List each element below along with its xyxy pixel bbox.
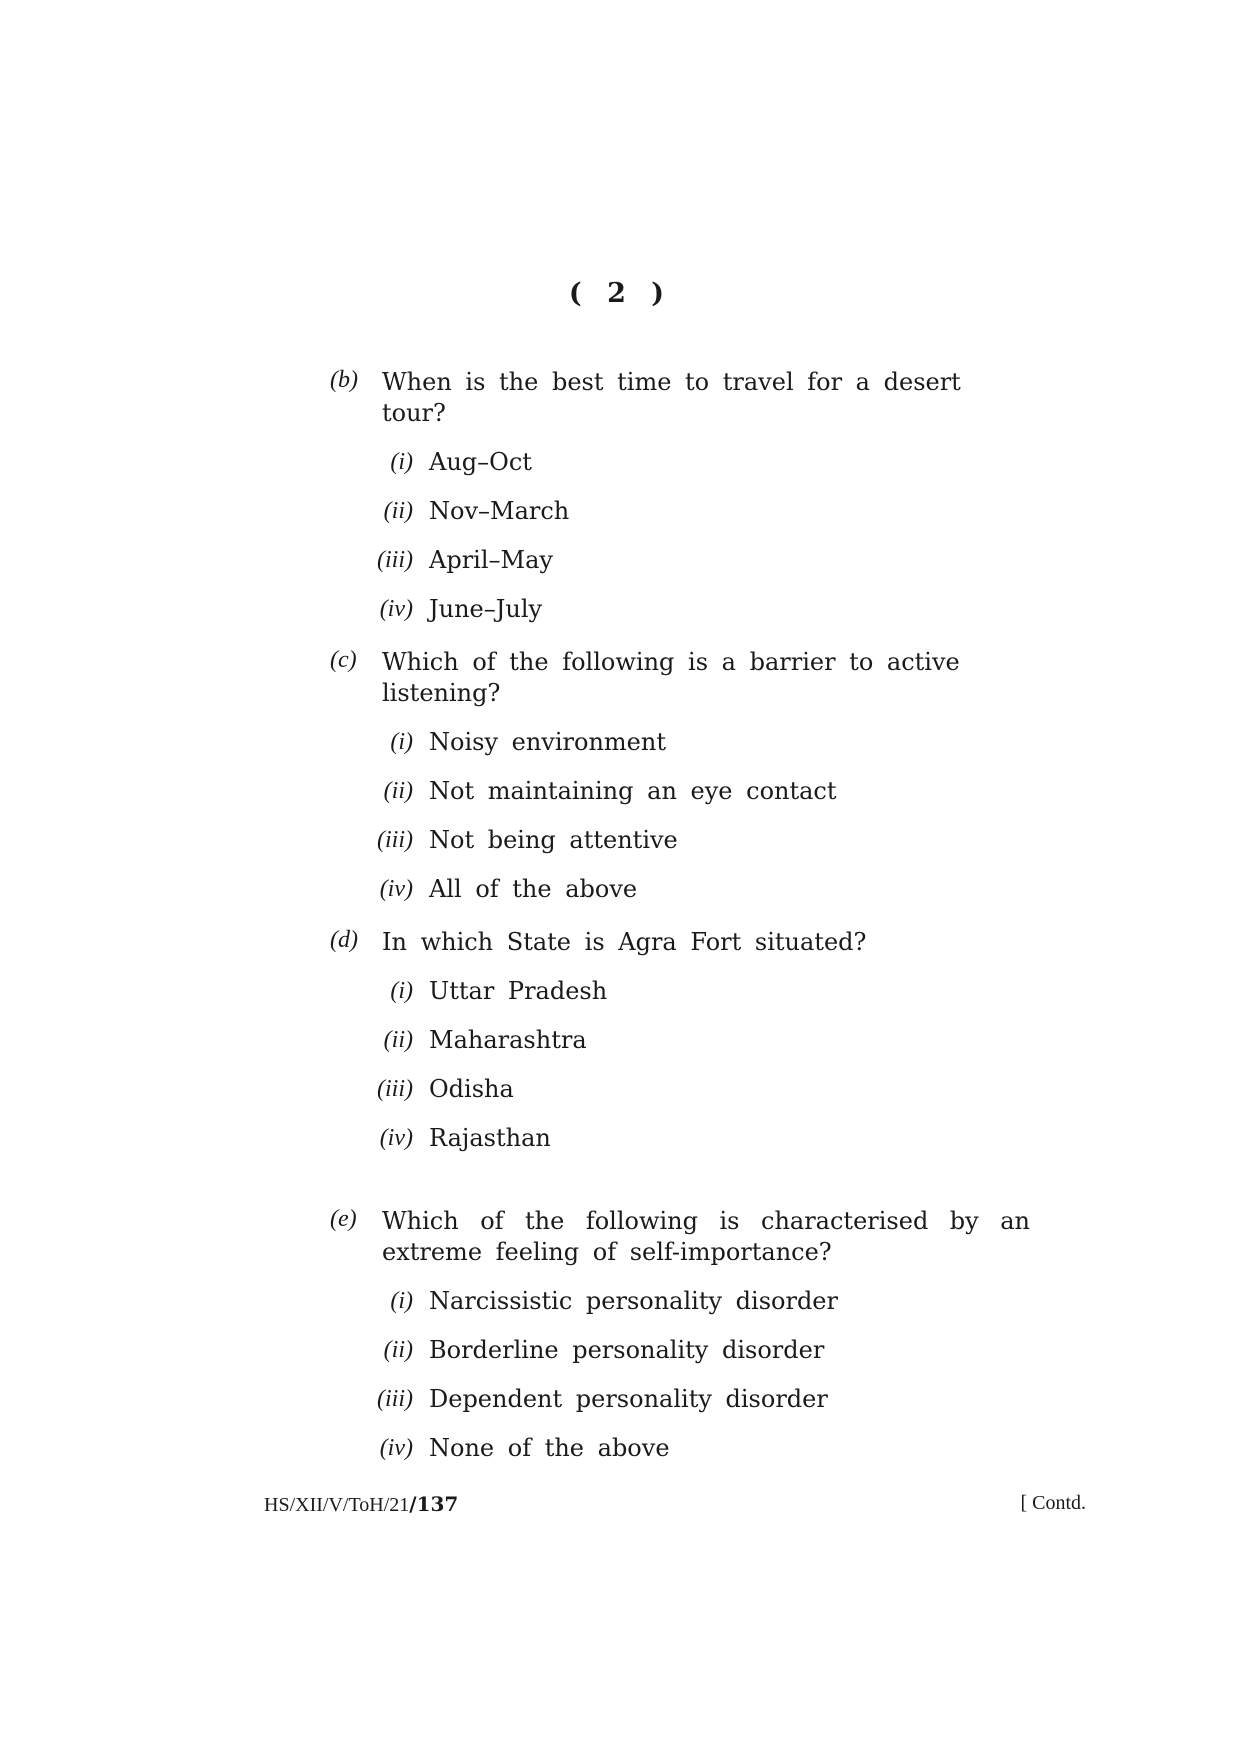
question-label: (e) xyxy=(330,1206,357,1232)
options-list xyxy=(330,727,1030,923)
option-text: Noisy environment xyxy=(429,728,666,756)
option-label: (iii) xyxy=(377,1386,413,1412)
option-item xyxy=(330,594,1030,643)
paper-code-suffix: /137 xyxy=(409,1492,459,1516)
option-item xyxy=(330,1335,1030,1384)
option-text: Not being attentive xyxy=(429,826,678,854)
option-text: Uttar Pradesh xyxy=(429,977,608,1005)
option-text: Rajasthan xyxy=(429,1124,551,1152)
question-c xyxy=(330,647,1030,923)
option-label: (iv) xyxy=(379,1435,413,1461)
question-label: (c) xyxy=(330,647,357,673)
option-label: (iii) xyxy=(377,1076,413,1102)
option-text: Narcissistic personality disorder xyxy=(429,1287,838,1315)
option-item xyxy=(330,1074,1030,1123)
option-text: Aug–Oct xyxy=(429,448,532,476)
option-item xyxy=(330,1123,1030,1172)
option-label: (i) xyxy=(390,729,413,755)
question-text: Which of the following is characterised by an extreme feeling of self-importance? xyxy=(382,1207,1030,1266)
option-item xyxy=(330,976,1030,1025)
option-label: (i) xyxy=(390,978,413,1004)
option-label: (i) xyxy=(390,1288,413,1314)
option-label: (ii) xyxy=(383,1027,413,1053)
option-item xyxy=(330,1433,1030,1482)
question-text: When is the best time to travel for a desert tour? xyxy=(382,368,961,427)
question-e xyxy=(330,1206,1030,1482)
question-b xyxy=(330,367,1030,643)
option-text: Not maintaining an eye contact xyxy=(429,777,837,805)
option-text: Odisha xyxy=(429,1075,514,1103)
option-item xyxy=(330,1025,1030,1074)
option-label: (ii) xyxy=(383,778,413,804)
options-list xyxy=(330,976,1030,1172)
option-label: (i) xyxy=(390,449,413,475)
options-list xyxy=(330,1286,1030,1482)
option-label: (iv) xyxy=(379,876,413,902)
question-label: (b) xyxy=(330,367,358,393)
page-number: ( 2 ) xyxy=(568,278,673,309)
option-item xyxy=(330,727,1030,776)
option-label: (iii) xyxy=(377,547,413,573)
option-label: (ii) xyxy=(383,498,413,524)
option-item xyxy=(330,776,1030,825)
option-label: (iii) xyxy=(377,827,413,853)
option-item xyxy=(330,545,1030,594)
continued-label: [ Contd. xyxy=(1020,1492,1086,1514)
question-d xyxy=(330,927,1030,1172)
option-text: Borderline personality disorder xyxy=(429,1336,825,1364)
option-item xyxy=(330,1286,1030,1335)
question-label: (d) xyxy=(330,927,358,953)
option-item xyxy=(330,1384,1030,1433)
option-text: Maharashtra xyxy=(429,1026,587,1054)
question-text: Which of the following is a barrier to active listening? xyxy=(382,648,960,707)
paper-code xyxy=(264,1492,458,1517)
option-text: Dependent personality disorder xyxy=(429,1385,828,1413)
option-label: (iv) xyxy=(379,596,413,622)
option-text: Nov–March xyxy=(429,497,570,525)
question-text: In which State is Agra Fort situated? xyxy=(382,928,867,956)
option-text: April–May xyxy=(429,546,553,574)
option-item xyxy=(330,874,1030,923)
option-text: June–July xyxy=(429,595,543,623)
option-label: (iv) xyxy=(379,1125,413,1151)
option-label: (ii) xyxy=(383,1337,413,1363)
option-text: None of the above xyxy=(429,1434,670,1462)
option-item xyxy=(330,825,1030,874)
option-text: All of the above xyxy=(429,875,638,903)
option-item xyxy=(330,447,1030,496)
paper-code-prefix: HS/XII/V/ToH/21 xyxy=(264,1494,410,1516)
options-list xyxy=(330,447,1030,643)
option-item xyxy=(330,496,1030,545)
